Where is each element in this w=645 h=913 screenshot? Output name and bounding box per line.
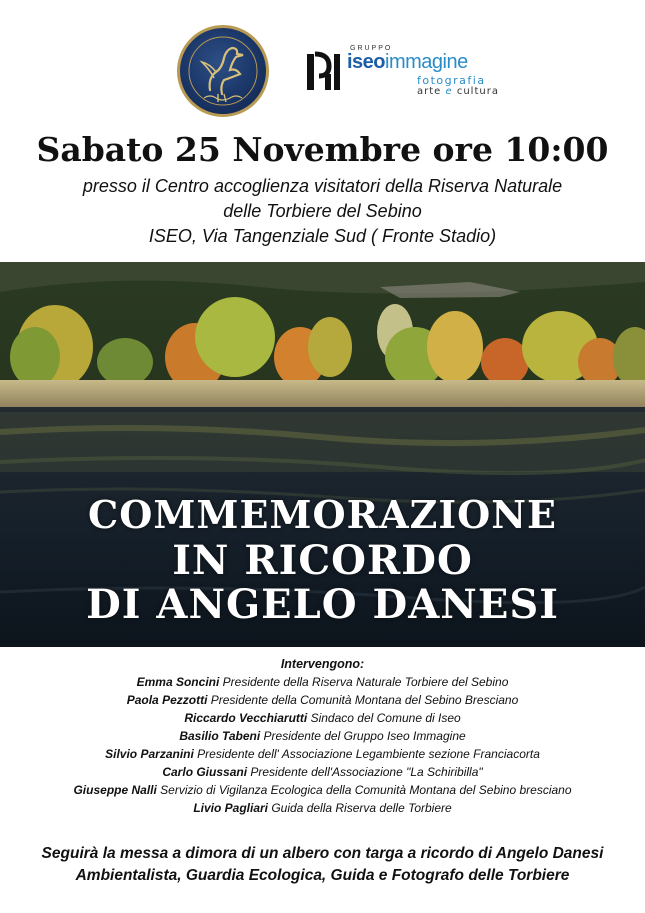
group-name (347, 51, 468, 74)
headline-line-2: IN RICORDO (172, 537, 473, 584)
iseo-immagine-logo (305, 45, 505, 100)
group-tagline-2 (417, 86, 499, 97)
speaker-name: Silvio Parzanini (105, 747, 194, 761)
tagline-2-part-b: cultura (452, 86, 499, 97)
speaker-name: Paola Pezzotti (126, 693, 208, 707)
logos-header (0, 0, 645, 130)
speaker-role: Presidente della Comunità Montana del Sebino Bresciano (207, 693, 519, 707)
event-date: Sabato 25 Novembre ore 10:00 (36, 130, 609, 169)
speaker-role: Presidente del Gruppo Iseo Immagine (260, 729, 466, 743)
list-item (0, 727, 645, 745)
speaker-name: Livio Pagliari (193, 801, 269, 815)
speaker-role: Presidente dell' Associazione Legambiente sezione Franciacorta (193, 747, 540, 761)
speaker-name: Basilio Tabeni (179, 729, 261, 743)
headline-line-1: COMMEMORAZIONE (88, 492, 557, 537)
footer-line-1: Seguirà la messa a dimora di un albero con targa a ricordo di Angelo Danesi (41, 845, 604, 862)
reserve-seal-icon (177, 25, 269, 117)
event-place-line-1: presso il Centro accoglienza visitatori della Riserva Naturale (82, 176, 563, 196)
speaker-name: Riccardo Vecchiarutti (184, 711, 308, 725)
list-item (0, 745, 645, 763)
speaker-name: Emma Soncini (136, 675, 220, 689)
speaker-name: Carlo Giussani (162, 765, 248, 779)
iseo-immagine-mark-icon (305, 50, 341, 92)
heron-icon (180, 28, 266, 114)
speakers-title: Intervengono: (280, 657, 365, 671)
speaker-role: Sindaco del Comune di Iseo (307, 711, 461, 725)
speakers-list (0, 657, 645, 817)
speaker-role: Guida della Riserva delle Torbiere (268, 801, 452, 815)
group-tagline-1: fotografia (417, 74, 486, 87)
list-item (0, 763, 645, 781)
event-place-line-2: delle Torbiere del Sebino (223, 201, 422, 221)
tagline-2-part-e: e (445, 86, 453, 97)
group-name-part-a: iseo (347, 51, 386, 73)
speaker-role: Presidente della Riserva Naturale Torbiere del Sebino (219, 675, 509, 689)
speaker-role: Presidente dell'Associazione "La Schiribilla" (247, 765, 483, 779)
footer-line-2: Ambientalista, Guardia Ecologica, Guida e Fotografo delle Torbiere (75, 867, 570, 884)
event-place-line-3: ISEO, Via Tangenziale Sud ( Fronte Stadio) (148, 226, 497, 246)
list-item (0, 691, 645, 709)
speaker-name: Giuseppe Nalli (73, 783, 157, 797)
headline-line-3: DI ANGELO DANESI (86, 581, 559, 628)
list-item (0, 781, 645, 799)
group-label: GRUPPO (350, 45, 393, 52)
list-item (0, 799, 645, 817)
speaker-role: Servizio di Vigilanza Ecologica della Comunità Montana del Sebino bresciano (156, 783, 572, 797)
group-name-part-b: immagine (385, 51, 468, 73)
list-item (0, 709, 645, 727)
list-item (0, 673, 645, 691)
tagline-2-part-a: arte (417, 86, 446, 97)
